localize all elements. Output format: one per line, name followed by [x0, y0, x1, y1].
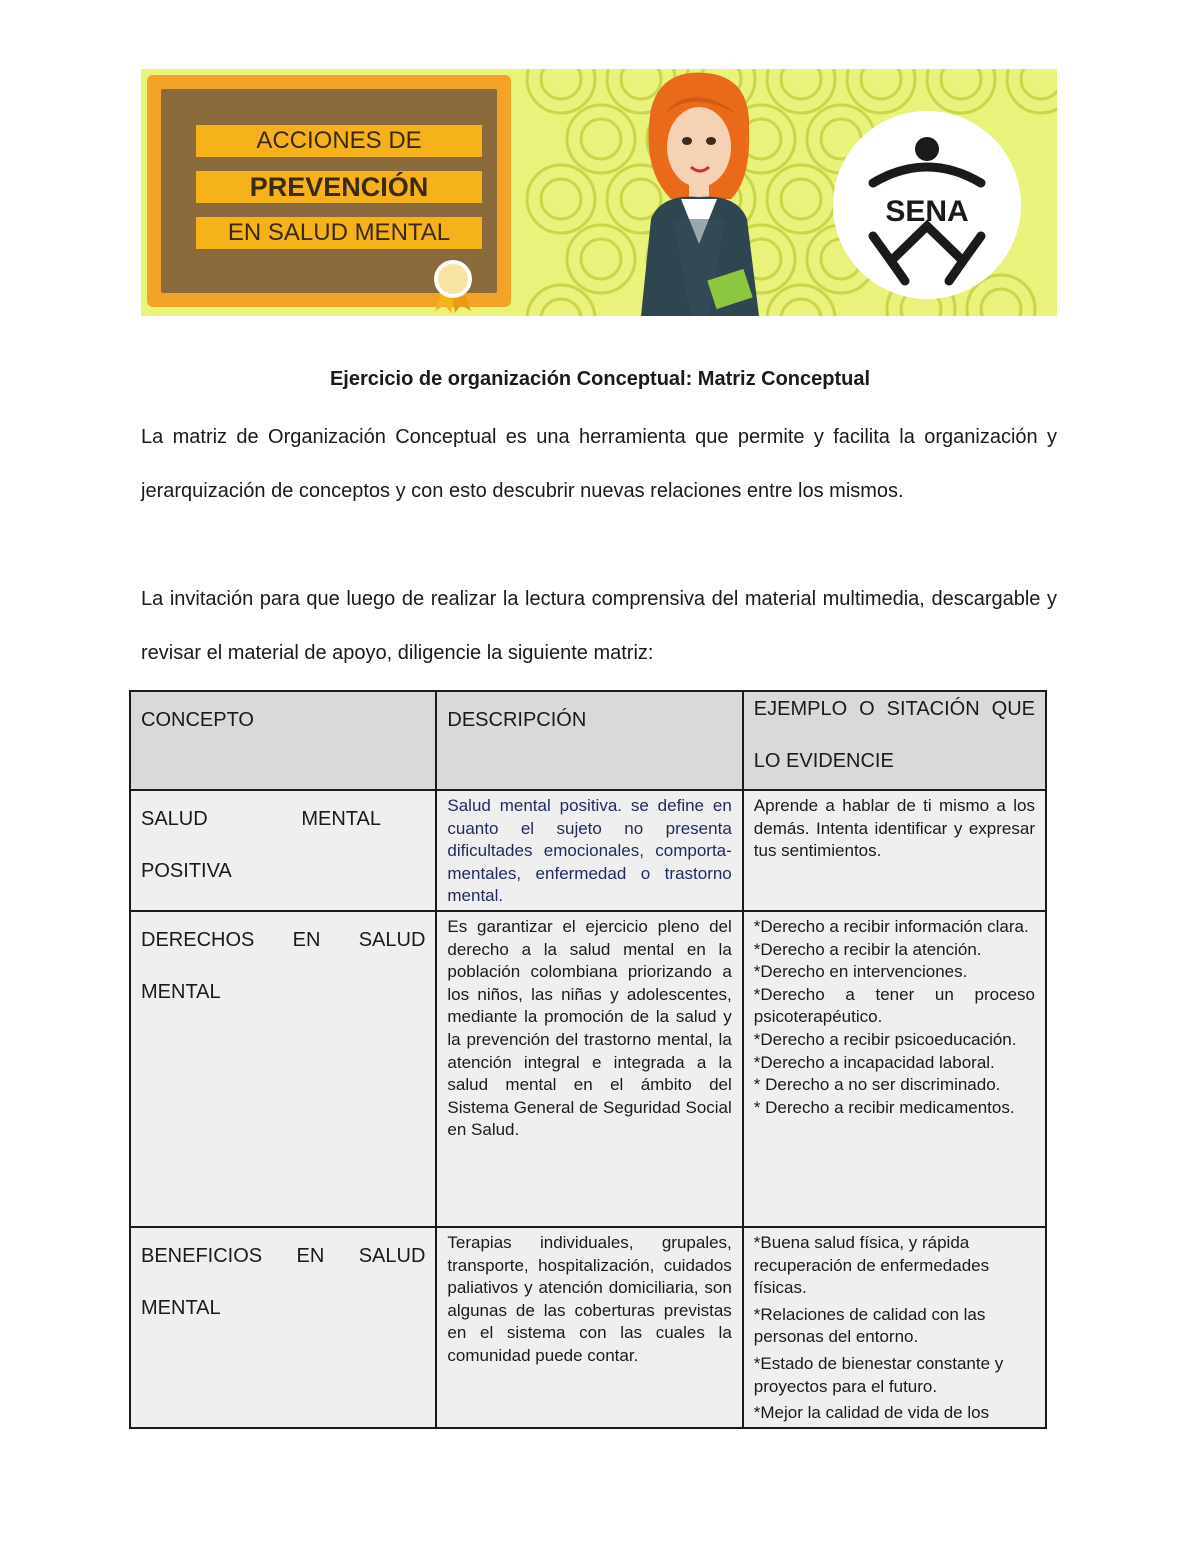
- document-title: Ejercicio de organización Conceptual: Matriz Conceptual: [329, 368, 871, 390]
- table-row: [130, 790, 1046, 911]
- concept-label: SALUD MENTAL POSITIVA: [141, 808, 381, 882]
- sena-logo-icon: [833, 111, 1021, 299]
- table-row: [130, 1227, 1046, 1428]
- example-item: *Relaciones de calidad con las personas del entorno.: [753, 1304, 986, 1347]
- header-banner: [141, 69, 1057, 316]
- example-cell: [743, 911, 1046, 1227]
- description-cell: [436, 1227, 742, 1428]
- concept-cell: [130, 1227, 436, 1428]
- sena-logo: [833, 111, 1021, 299]
- header-example-text: EJEMPLO O SITACIÓN QUE LO EVIDENCIE: [753, 698, 1035, 772]
- description-cell: [436, 790, 742, 911]
- description-text: Salud mental positiva. se define en cuanto el sujeto no presenta dificultades emocionales, comporta- mentales, enfermedad o trastorno mental.: [447, 796, 732, 906]
- award-ribbon-icon: [425, 257, 481, 313]
- example-item: * Derecho a no ser discriminado.: [753, 1075, 1001, 1095]
- concept-label: BENEFICIOS EN SALUD MENTAL: [141, 1244, 426, 1319]
- example-item: *Derecho a recibir la atención.: [753, 939, 982, 959]
- example-cell: [743, 790, 1046, 911]
- example-item: *Derecho en intervenciones.: [753, 962, 968, 982]
- example-item: *Buena salud física, y rápida recuperación de enfermedades físicas.: [753, 1232, 990, 1298]
- header-description: DESCRIPCIÓN: [447, 709, 587, 731]
- description-cell: [436, 911, 742, 1227]
- example-item: *Derecho a recibir psicoeducación.: [753, 1029, 1017, 1049]
- table-row: [130, 911, 1046, 1227]
- example-item: *Mejor la calidad de vida de los: [753, 1403, 990, 1423]
- concept-text: [141, 793, 381, 897]
- concept-text: [141, 914, 425, 1018]
- example-item: *Estado de bienestar constante y proyectos para el futuro.: [753, 1353, 1004, 1396]
- banner-line-3: EN SALUD MENTAL: [196, 217, 482, 249]
- banner-line-1: ACCIONES DE: [196, 125, 482, 157]
- title-board: [147, 75, 511, 307]
- sena-logo-text: SENA: [885, 195, 969, 228]
- example-item: *Derecho a incapacidad laboral.: [753, 1052, 995, 1072]
- example-item: * Derecho a recibir medicamentos.: [753, 1097, 1015, 1117]
- title-board-inner: [161, 89, 497, 293]
- description-text: Es garantizar el ejercicio pleno del derecho a la salud mental en la población colombiana priorizando a los niños, las niñas y adolescentes, mediante la promoción de la salud y la prevención del trastorno mental, la atención integral e integrada a la salud mental en el ámbito del Sistema General de Seguridad Social en Salud.: [447, 916, 732, 1140]
- description-text: Terapias individuales, grupales, transporte, hospitalización, cuidados paliativos y atención domiciliaria, son algunas de las coberturas previstas en el sistema con las cuales la comunidad puede contar.: [447, 1232, 732, 1365]
- intro-paragraph: La matriz de Organización Conceptual es una herramienta que permite y facilita la organización y jerarquización de conceptos y con esto descubrir nuevas relaciones entre los mismos.: [141, 426, 1057, 502]
- concept-text: [141, 1230, 425, 1334]
- concept-matrix-table: [129, 690, 1047, 1429]
- header-example: [754, 694, 1035, 787]
- invitation-paragraph: La invitación para que luego de realizar la lectura comprensiva del material multimedia, descargable y revisar el material de apoyo, diligencie la siguiente matriz:: [141, 588, 1057, 664]
- concept-cell: [130, 911, 436, 1227]
- concept-cell: [130, 790, 436, 911]
- concept-label: DERECHOS EN SALUD MENTAL: [141, 928, 426, 1003]
- example-cell: [743, 1227, 1046, 1428]
- header-cell: [436, 691, 742, 790]
- example-item: *Derecho a tener un proceso psicoterapéutico.: [753, 984, 1035, 1027]
- example-item: *Derecho a recibir información clara.: [753, 916, 1029, 936]
- header-cell: [130, 691, 436, 790]
- example-text: Aprende a hablar de ti mismo a los demás. Intenta identificar y expresar tus sentimientos.: [753, 796, 1035, 861]
- woman-illustration: [611, 69, 791, 316]
- header-cell: [743, 691, 1046, 790]
- table-header-row: [130, 691, 1046, 790]
- banner-line-2: PREVENCIÓN: [196, 171, 482, 203]
- header-concept: CONCEPTO: [141, 709, 254, 731]
